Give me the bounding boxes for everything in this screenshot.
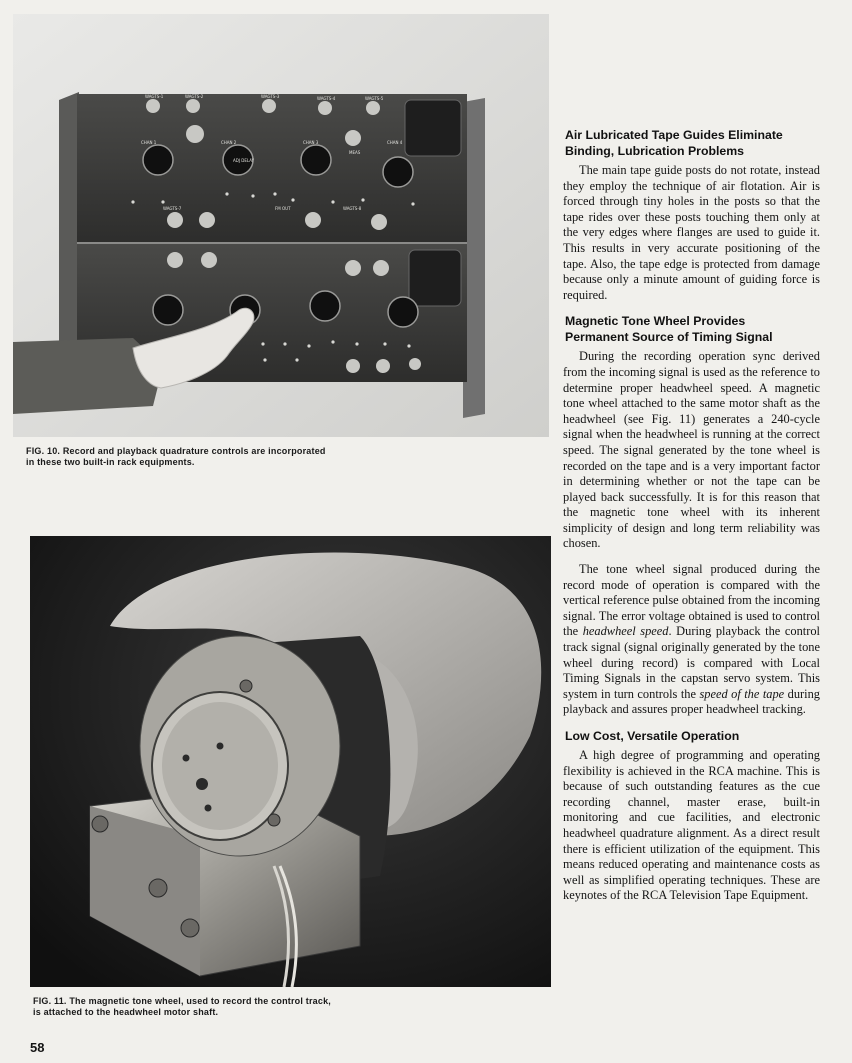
heading-line: Permanent Source of Timing Signal [565,330,773,345]
svg-text:WAGTS-5: WAGTS-5 [365,96,384,101]
paragraph: A high degree of programming and operating flexibility is achieved in the RCA machine. This is because of such outstanding features as the cue recording channel, master erase, built-in monitoring and cue facilities, and electronic headwheel quadrature alignment. As a direct result there is efficient utilization of the equipment. This means reduced operating and maintenance costs as well as simplified operating techniques. These are keynotes of the RCA Television Tape Equipment. [563,748,820,903]
svg-text:MEAS: MEAS [349,150,361,155]
svg-text:WAGTS-8: WAGTS-8 [343,206,362,211]
paragraph-text: The tone wheel signal produced during the record mode of operation is compared with the vertical reference pulse obtained from the incoming signal. The error voltage obtained is used to control the [563,562,820,639]
svg-text:WAGTS-3: WAGTS-3 [261,94,280,99]
figure-10-label: FIG. 10. [26,446,61,456]
paragraph: During the recording operation sync derived from the incoming signal is used as the reference to determine proper headwheel speed. A magnetic tone wheel attached to the same motor shaft as the headwheel (see Fig. 11) generates a 240-cycle signal when the headwheel is running at the correct speed. The signal generated by the tone wheel is recorded on the tape and is a very important factor in determining whether or not the tape can be played back successfully. It is for this reason that the magnetic tone wheel with its inherent simplicity of design and long term reliability was chosen. [563,349,820,551]
svg-text:WAGTS-7: WAGTS-7 [163,206,182,211]
section-heading-air-guides [565,127,820,159]
article-column [563,127,820,914]
paragraph: The main tape guide posts do not rotate, instead they employ the technique of air flotation. Air is forced through tiny holes in the posts so that the tape rides over these posts touching them only at the very edges where flanges are used to guide it. This results in very accurate positioning of the tape. Also, the tape edge is protected from damage because only a minute amount of guiding force is required. [563,163,820,302]
section-heading-low-cost [565,728,820,744]
svg-text:ADJ DELAY: ADJ DELAY [233,158,255,163]
figure-10-caption-text: Record and playback quadrature controls are incorporated in these two built-in rack equipments. [26,446,326,467]
figure-10-photo [13,14,549,437]
figure-11-photo [30,536,551,987]
paragraph-text: during playback and assures proper headwheel tracking. [563,686,820,717]
heading-line: Binding, Lubrication Problems [565,144,744,158]
paragraph [563,562,820,718]
figure-11-caption-text: The magnetic tone wheel, used to record the control track, is attached to the headwheel motor shaft. [33,996,331,1017]
paragraph-text: . During playback the control track signal (signal originally generated by the tone wheel during record) is compared with Local Timing Signals in the capstan servo system. This system in turn controls the [563,624,820,701]
svg-text:CHAN 4: CHAN 4 [387,140,403,145]
svg-text:WAGTS-4: WAGTS-4 [317,96,336,101]
svg-text:CHAN 1: CHAN 1 [141,140,157,145]
svg-text:WAGTS-1: WAGTS-1 [145,94,164,99]
tone-wheel-image [30,536,551,987]
section-heading-tone-wheel [565,313,820,345]
page-number: 58 [30,1040,45,1055]
heading-line: Magnetic Tone Wheel Provides [565,314,746,329]
svg-text:CHAN 3: CHAN 3 [303,140,319,145]
rack-equipment-image [13,14,549,437]
figure-10-caption [26,446,326,468]
svg-text:CHAN 2: CHAN 2 [221,140,237,145]
figure-11-caption [33,996,333,1018]
heading-line: Low Cost, Versatile Operation [565,729,740,743]
heading-line: Air Lubricated Tape Guides Eliminate [565,128,783,142]
figure-11-label: FIG. 11. [33,996,67,1006]
emphasis-text: speed of the tape [699,686,785,701]
svg-text:WAGTS-2: WAGTS-2 [185,94,204,99]
emphasis-text: headwheel speed [582,624,669,639]
svg-text:FM OUT: FM OUT [275,206,291,211]
